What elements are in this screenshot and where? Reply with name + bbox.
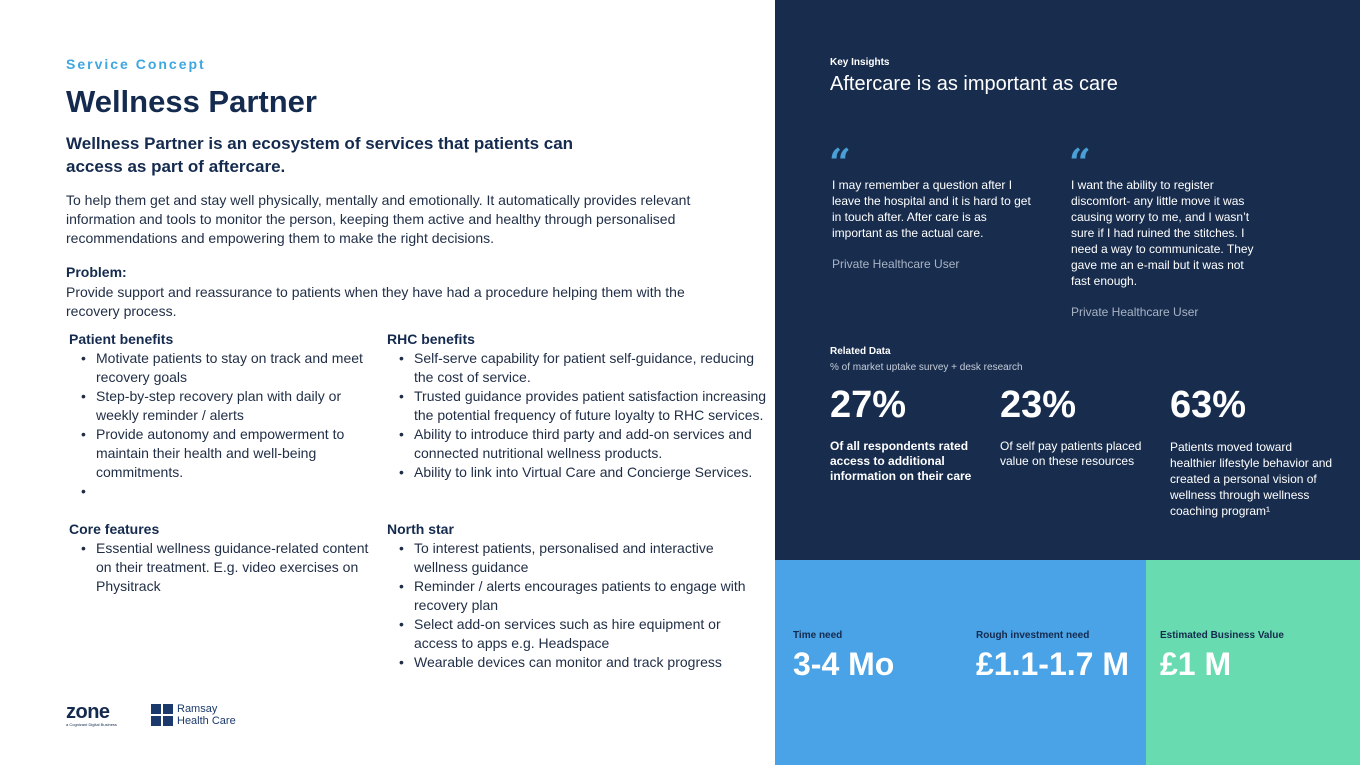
list-item: • Step-by-step recovery plan with daily or weekly reminder / alerts (81, 387, 374, 425)
list-item: • Motivate patients to stay on track and meet recovery goals (81, 349, 374, 387)
patient-benefits (69, 330, 374, 482)
ramsay-mark-icon (151, 704, 173, 726)
panel-value: £1.1-1.7 M (976, 646, 1129, 682)
patient-benefits-heading: Patient benefits (69, 331, 174, 347)
ramsay-logo-line1: Ramsay (177, 703, 218, 715)
list-item: • Reminder / alerts encourages patients to engage with recovery plan (399, 577, 757, 615)
related-data-source: % of market uptake survey + desk research (830, 362, 1023, 373)
quote-attribution: Private Healthcare User (1071, 305, 1199, 319)
panel-value: 3-4 Mo (793, 646, 895, 682)
list-item: • Ability to introduce third party and add-on services and connected nutritional wellness products. (399, 425, 767, 463)
north-star (387, 520, 757, 672)
eyebrow-label: Service Concept (66, 56, 206, 72)
core-features-heading: Core features (69, 521, 160, 537)
stat-description: Patients moved toward healthier lifestyle behavior and created a personal vision of wellness through wellness coaching program¹ (1170, 440, 1333, 518)
ramsay-logo (151, 703, 236, 727)
business-value-panel (1146, 560, 1360, 765)
quote-attribution: Private Healthcare User (832, 257, 960, 271)
list-item: • Essential wellness guidance-related content on their treatment. E.g. video exercises on Physitrack (81, 539, 374, 596)
quote-icon: “ (1069, 140, 1091, 185)
key-insights-panel (775, 0, 1360, 560)
page-title: Wellness Partner (66, 84, 317, 119)
core-features (69, 520, 374, 596)
list-item: • Provide autonomy and empowerment to maintain their health and well-being commitments. (81, 425, 374, 482)
intro-paragraph: To help them get and stay well physically, mentally and emotionally. It automatically provides relevant information and tools to monitor the person, keeping them active and healthy through personalised recommendations and empowering them to make the right decisions. (66, 192, 691, 246)
problem-text: Provide support and reassurance to patients when they have had a procedure helping them with the recovery process. (66, 284, 685, 319)
rhc-benefits (387, 330, 767, 482)
time-need-panel (775, 560, 975, 765)
stat-value: 27% (830, 384, 907, 426)
related-data-label: Related Data (830, 346, 891, 357)
key-insights-title: Aftercare is as important as care (830, 73, 1118, 95)
quote-icon: “ (829, 140, 851, 185)
zone-logo-wordmark: zone (66, 701, 110, 723)
list-item: • Ability to link into Virtual Care and Concierge Services. (399, 463, 767, 482)
list-item: • To interest patients, personalised and interactive wellness guidance (399, 539, 757, 577)
list-item: • Wearable devices can monitor and track progress (399, 653, 757, 672)
zone-logo (66, 702, 117, 727)
north-star-heading: North star (387, 521, 454, 537)
list-item: • Trusted guidance provides patient satisfaction increasing the potential frequency of future loyalty to RHC services. (399, 387, 767, 425)
panel-label: Estimated Business Value (1160, 630, 1284, 641)
rhc-benefits-heading: RHC benefits (387, 331, 475, 347)
panel-value: £1 M (1160, 646, 1232, 682)
problem-heading: Problem: (66, 264, 127, 280)
stat-value: 63% (1170, 384, 1247, 426)
lead-statement: Wellness Partner is an ecosystem of services that patients can access as part of aftercare. (66, 134, 574, 176)
list-item: • Select add-on services such as hire equipment or access to apps e.g. Headspace (399, 615, 757, 653)
quote-text: I want the ability to register discomfort- any little move it was causing worry to me, and I wasn’t sure if I had ruined the stitches. I need a way to communicate. They gave me an e-mail but it was not fast enough. (1071, 178, 1254, 288)
ramsay-logo-line2: Health Care (177, 715, 236, 727)
quote-text: I may remember a question after I leave the hospital and it is hard to get in touch after. After care is as important as the actual care. (832, 178, 1031, 240)
stat-description: Of self pay patients placed value on these resources (1000, 439, 1142, 468)
list-item: • Self-serve capability for patient self-guidance, reducing the cost of service. (399, 349, 767, 387)
investment-need-panel (975, 560, 1146, 765)
stat-value: 23% (1000, 384, 1077, 426)
panel-label: Time need (793, 630, 843, 641)
panel-label: Rough investment need (976, 630, 1090, 641)
zone-logo-tagline: a Cognizant Digital Business (66, 722, 117, 727)
key-insights-label: Key Insights (830, 57, 890, 68)
stat-description: Of all respondents rated access to additional information on their care (830, 439, 972, 483)
